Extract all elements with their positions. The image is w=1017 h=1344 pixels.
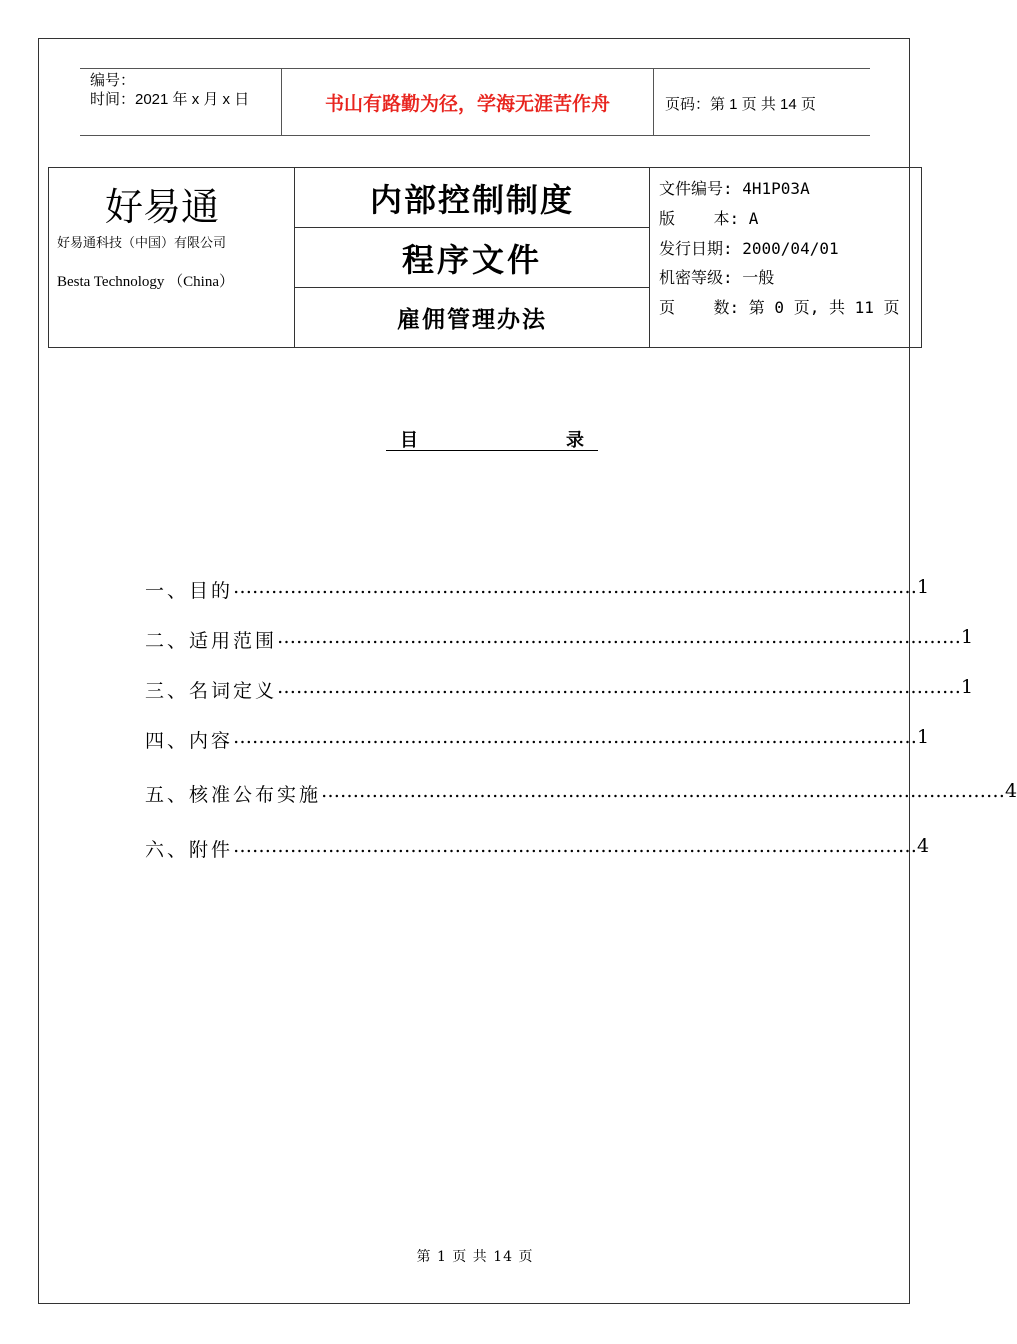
slogan-cell xyxy=(281,69,654,135)
document-info-table xyxy=(48,167,922,348)
toc-item[interactable] xyxy=(145,780,1017,807)
brand-logo-text: 好易通 xyxy=(105,185,220,229)
header-meta xyxy=(90,71,249,109)
doc-number: 文件编号: 4H1P03A xyxy=(659,179,810,198)
toc-item[interactable] xyxy=(145,576,930,603)
company-cell xyxy=(49,168,295,347)
toc-heading xyxy=(386,426,598,451)
toc-item-label: 六、附件 xyxy=(145,839,234,861)
toc-leader-dots: ……………………………………………………………………………………………… xyxy=(277,626,962,648)
toc-leader-dots: ……………………………………………………………………………………………… xyxy=(233,835,918,857)
toc-item-label: 三、名词定义 xyxy=(145,680,278,702)
title-line-1: 内部控制制度 xyxy=(295,168,649,228)
page-footer: 第 1 页 共 14 页 xyxy=(416,1249,534,1265)
info-cell xyxy=(650,168,921,347)
title-line-2: 程序文件 xyxy=(295,228,649,288)
toc-leader-dots: ……………………………………………………………………………………………… xyxy=(277,676,962,698)
number-label: 编号： xyxy=(90,72,136,89)
title-cell xyxy=(295,168,650,347)
page-code: 页码：第 1 页 共 14 页 xyxy=(665,96,816,113)
toc-item-label: 二、适用范围 xyxy=(145,630,278,652)
toc-item[interactable] xyxy=(145,835,930,862)
top-header xyxy=(80,68,870,136)
toc-heading-left: 目 xyxy=(400,430,418,451)
toc-item[interactable] xyxy=(145,626,974,653)
toc-heading-right: 录 xyxy=(566,430,584,451)
slogan: 书山有路勤为径，学海无涯苦作舟 xyxy=(324,92,610,115)
toc-item-page: 1 xyxy=(961,626,974,648)
security-level: 机密等级: 一般 xyxy=(659,268,775,287)
time-label: 时间：2021 年 x 月 x 日 xyxy=(90,91,250,108)
toc-item-label: 四、内容 xyxy=(145,730,234,752)
toc-item-label: 五、核准公布实施 xyxy=(145,784,322,806)
toc-leader-dots: ……………………………………………………………………………………………… xyxy=(233,726,918,748)
title-line-3: 雇佣管理办法 xyxy=(397,306,547,333)
issue-date: 发行日期: 2000/04/01 xyxy=(659,239,839,258)
page-count: 页 数: 第 0 页, 共 11 页 xyxy=(659,298,900,317)
version: 版 本: A xyxy=(659,209,759,228)
toc-item-page: 1 xyxy=(917,726,930,748)
toc-leader-dots: ……………………………………………………………………………………………… xyxy=(321,780,1006,802)
toc-item-page: 4 xyxy=(1005,780,1017,802)
toc-item-page: 1 xyxy=(961,676,974,698)
toc-item-label: 一、目的 xyxy=(145,580,234,602)
toc-item-page: 4 xyxy=(917,835,930,857)
toc-leader-dots: ……………………………………………………………………………………………… xyxy=(233,576,918,598)
company-name-en: Besta Technology （China） xyxy=(57,274,234,290)
toc-item[interactable] xyxy=(145,676,974,703)
toc-item[interactable] xyxy=(145,726,930,753)
toc-item-page: 1 xyxy=(917,576,930,598)
company-name-cn: 好易通科技（中国）有限公司 xyxy=(57,236,227,251)
